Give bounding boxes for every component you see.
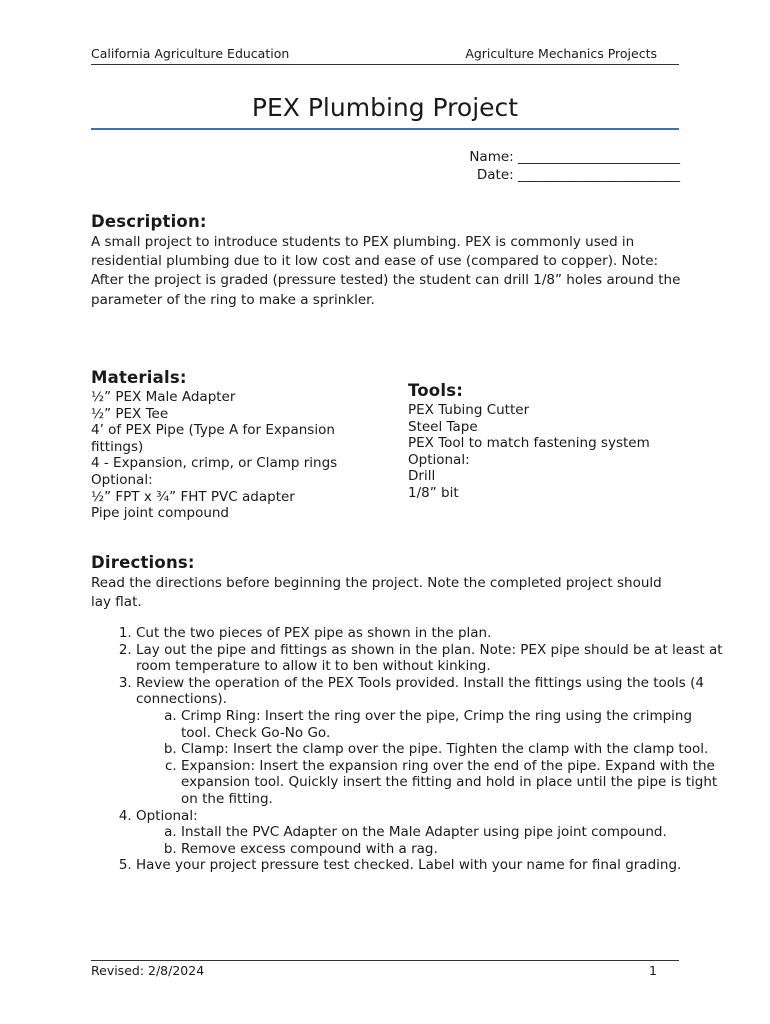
tools-item: Drill bbox=[408, 468, 436, 485]
step-text: Optional: bbox=[136, 807, 198, 824]
page-footer bbox=[91, 960, 679, 981]
directions-steps bbox=[91, 625, 726, 874]
page-title: PEX Plumbing Project bbox=[251, 93, 519, 122]
materials-item: ½” PEX Male Adapter bbox=[91, 389, 236, 405]
directions-intro: Read the directions before beginning the project. Note the completed project should lay flat. bbox=[91, 575, 662, 611]
materials-item: Optional: bbox=[91, 471, 153, 488]
tools-list bbox=[408, 402, 688, 502]
step-item bbox=[136, 625, 726, 642]
header-right-text: Agriculture Mechanics Projects bbox=[465, 46, 657, 61]
name-date-fields bbox=[469, 148, 680, 184]
description-heading: Description: bbox=[91, 212, 207, 231]
date-field: Date: ________________________ bbox=[476, 167, 680, 183]
step-item bbox=[136, 808, 726, 858]
step-item bbox=[136, 675, 726, 808]
directions-section bbox=[91, 553, 681, 612]
substep-item: b. Remove excess compound with a rag. bbox=[181, 841, 726, 858]
title-underline bbox=[91, 128, 679, 130]
step-item bbox=[136, 857, 726, 874]
description-section bbox=[91, 212, 681, 310]
page-number: 1 bbox=[649, 963, 657, 978]
materials-item: Pipe joint compound bbox=[91, 505, 230, 522]
page-header bbox=[91, 46, 679, 65]
materials-item: ½” PEX Tee bbox=[91, 405, 169, 422]
tools-item: Optional: bbox=[408, 451, 470, 468]
materials-item: ½” FPT x ¾” FHT PVC adapter bbox=[91, 488, 295, 505]
substep-item: a. Install the PVC Adapter on the Male Adapter using pipe joint compound. bbox=[181, 824, 726, 841]
substeps-list bbox=[136, 708, 726, 808]
tools-item: PEX Tool to match fastening system bbox=[408, 435, 650, 452]
revised-date: Revised: 2/8/2024 bbox=[91, 963, 205, 978]
materials-heading: Materials: bbox=[91, 368, 187, 387]
name-field: Name: ________________________ bbox=[469, 149, 680, 165]
step-text: Lay out the pipe and fittings as shown in the plan. Note: PEX pipe should be at least at room temperature to allow it to ben without kinking. bbox=[136, 641, 723, 675]
materials-item: 4 - Expansion, crimp, or Clamp rings bbox=[91, 455, 338, 472]
step-text: Cut the two pieces of PEX pipe as shown in the plan. bbox=[136, 625, 492, 641]
substeps-list bbox=[136, 824, 726, 857]
step-text: Have your project pressure test checked. Label with your name for final grading. bbox=[136, 857, 682, 874]
substep-item: b. Clamp: Insert the clamp over the pipe. Tighten the clamp with the clamp tool. bbox=[181, 741, 726, 758]
header-left-text: California Agriculture Education bbox=[91, 46, 290, 61]
substep-item: c. Expansion: Insert the expansion ring over the end of the pipe. Expand with the expansion tool. Quickly insert the fitting and hold in place until the pipe is tight on the fitting. bbox=[181, 758, 726, 808]
tools-item: 1/8” bit bbox=[408, 484, 459, 501]
tools-section bbox=[408, 381, 688, 502]
tools-heading: Tools: bbox=[408, 381, 464, 400]
materials-item: 4’ of PEX Pipe (Type A for Expansion fittings) bbox=[91, 422, 335, 455]
directions-heading: Directions: bbox=[91, 553, 195, 572]
step-item bbox=[136, 642, 726, 675]
tools-item: PEX Tubing Cutter bbox=[408, 402, 530, 418]
step-text: Review the operation of the PEX Tools provided. Install the fittings using the tools (4 connections). bbox=[136, 674, 704, 708]
tools-item: Steel Tape bbox=[408, 418, 478, 435]
materials-section bbox=[91, 368, 391, 522]
substep-item: a. Crimp Ring: Insert the ring over the pipe, Crimp the ring using the crimping tool. Check Go-No Go. bbox=[181, 708, 726, 741]
description-text: A small project to introduce students to PEX plumbing. PEX is commonly used in residential plumbing due to it low cost and ease of use (compared to copper). Note: After the project is graded (pressure tested) the student can drill 1/8” holes around the parameter of the ring to make a sprinkler. bbox=[91, 234, 681, 308]
materials-list bbox=[91, 389, 391, 522]
